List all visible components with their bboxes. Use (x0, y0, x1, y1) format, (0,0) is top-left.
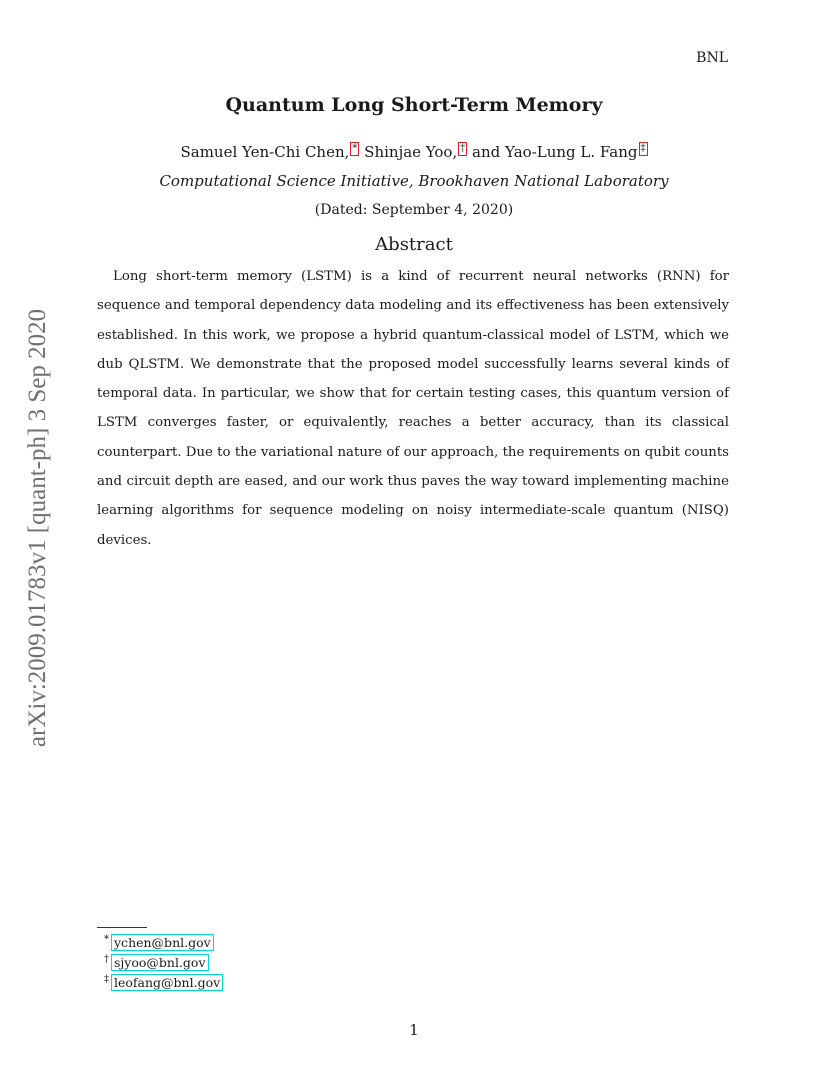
affiliation: Computational Science Initiative, Brookhaven National Laboratory (159, 172, 669, 190)
email-link[interactable]: leofang@bnl.gov (111, 974, 223, 991)
email-link[interactable]: sjyoo@bnl.gov (111, 954, 209, 971)
footnote-mark: * (104, 934, 109, 945)
page-number: 1 (409, 1021, 419, 1039)
footnote-divider (97, 927, 147, 928)
author-name: and Yao-Lung L. Fang (472, 143, 638, 161)
footnote-ref-link[interactable]: * (352, 143, 358, 154)
abstract-text: Long short-term memory (LSTM) is a kind of recurrent neural networks (RNN) for sequence and temporal dependency data modeling and its effectiveness has been extensively established. In this work, we propose a hybrid quantum-classical model of LSTM, which we dub QLSTM. We demonstrate that the proposed model successfully learns several kinds of temporal data. In particular, we show that for certain testing cases, this quantum version of LSTM converges faster, or equivalently, reaches a better accuracy, than its classical counterpart. Due to the variational nature of our approach, the requirements on qubit counts and circuit depth are eased, and our work thus paves the way toward implementing machine learning algorithms for sequence modeling on noisy intermediate-scale quantum (NISQ) devices. (97, 269, 729, 548)
report-tag: BNL (696, 50, 728, 66)
footnote-ref-link[interactable]: † (460, 143, 466, 154)
date-line: (Dated: September 4, 2020) (314, 202, 514, 218)
paper-title: Quantum Long Short-Term Memory (225, 94, 603, 116)
email-link[interactable]: ychen@bnl.gov (111, 934, 214, 951)
footnote-item (97, 974, 223, 990)
footnote-item (97, 934, 214, 950)
author-name: Samuel Yen-Chi Chen, (180, 143, 350, 161)
arxiv-identifier-stamp: arXiv:2009.01783v1 [quant-ph] 3 Sep 2020 (24, 308, 51, 748)
footnote-item (97, 954, 209, 970)
author-name: Shinjae Yoo, (364, 143, 458, 161)
footnote-ref-link[interactable]: ‡ (640, 143, 646, 154)
abstract-heading: Abstract (375, 234, 453, 255)
footnote-mark: ‡ (104, 974, 109, 985)
author-list (0, 142, 828, 161)
footnote-mark: † (104, 954, 109, 965)
